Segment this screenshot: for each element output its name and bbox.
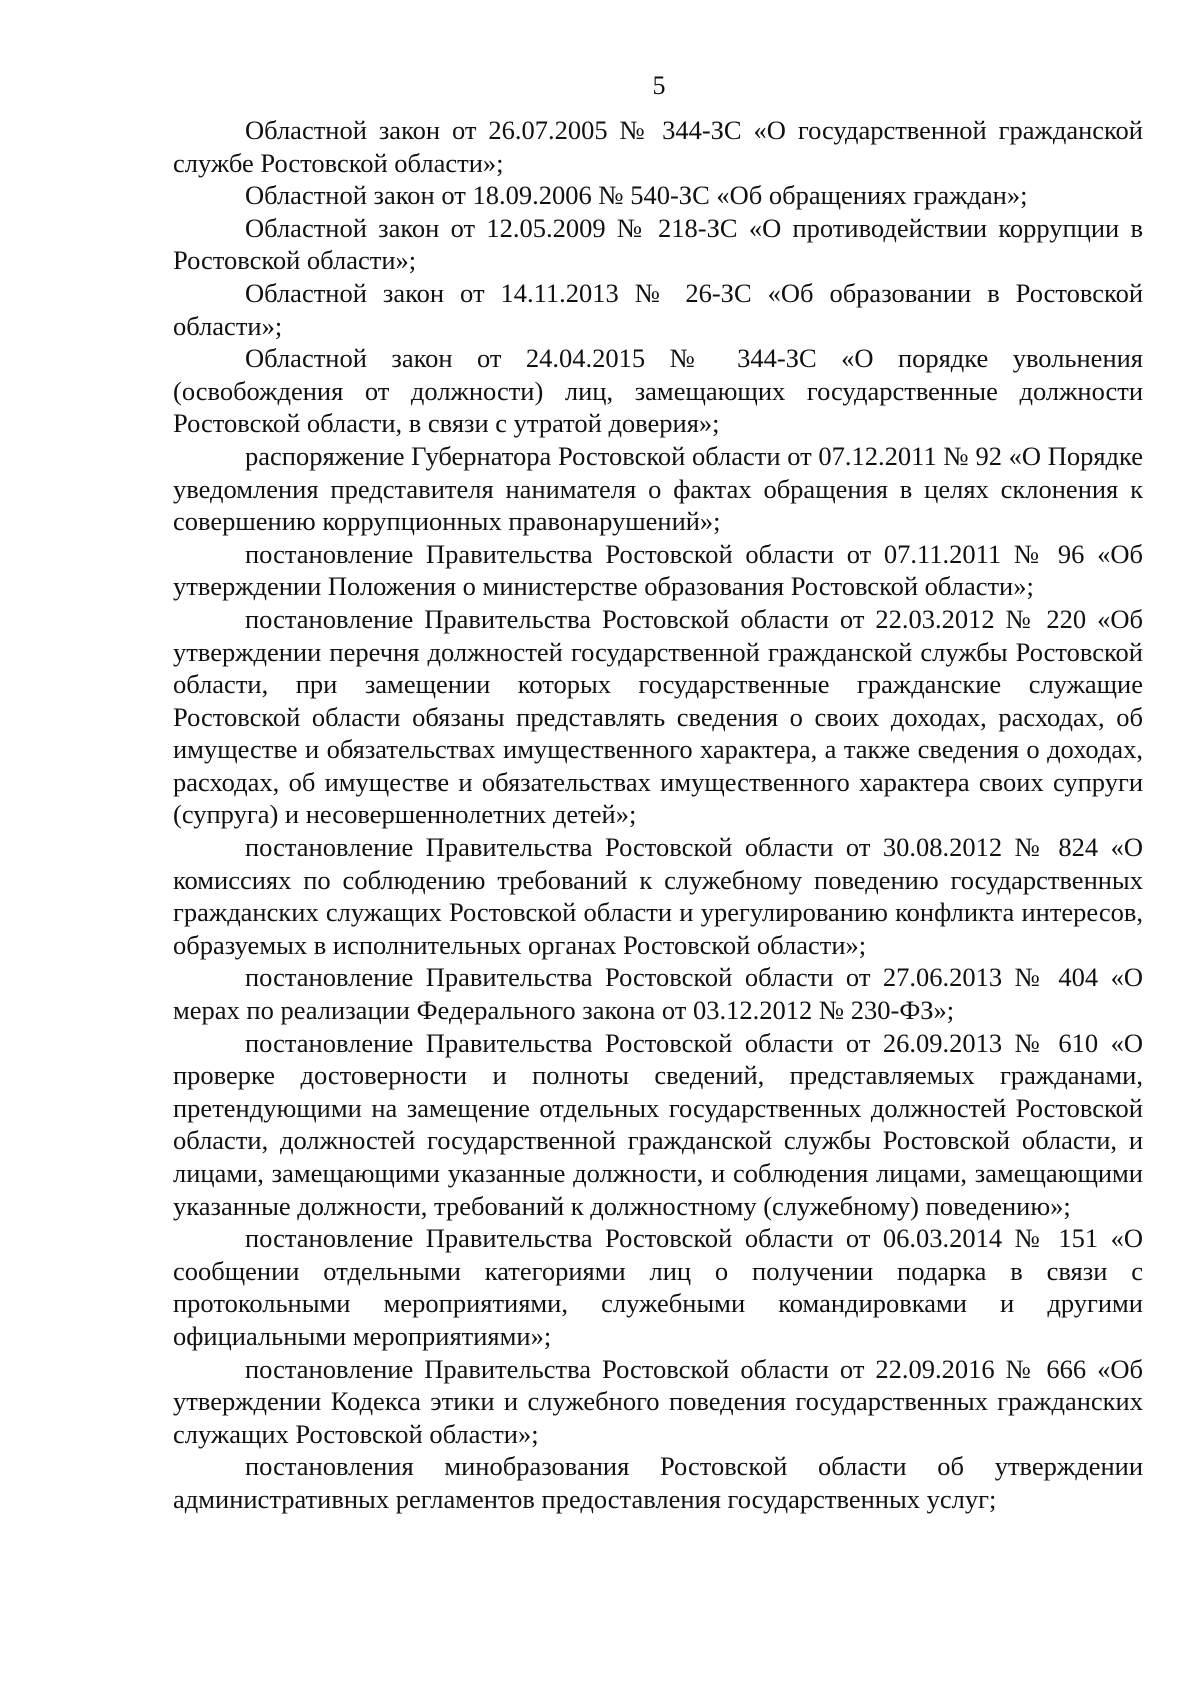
paragraph-resolution-666: постановление Правительства Ростовской области от 22.09.2016 № 666 «Об утверждении Кодекса этики и служебного поведения государственных гражданских служащих Ростовской области»; (173, 1353, 1143, 1449)
paragraph-resolution-610: постановление Правительства Ростовской области от 26.09.2013 № 610 «О проверке достоверности и полноты сведений, представляемых гражданами, претендующими на замещение отдельных государственных должностей Ростовской области, должностей государственной гражданской службы Ростовской области, и лицами, замещающими указанные должности, и соблюдения лицами, замещающими указанные должности, требований к должностному (служебному) поведению»; (173, 1027, 1143, 1221)
page-number: 5 (652, 71, 666, 100)
paragraph-resolution-824: постановление Правительства Ростовской области от 30.08.2012 № 824 «О комиссиях по соблюдению требований к служебному поведению государственных гражданских служащих Ростовской области и урегулированию конфликта интересов, образуемых в исполнительных органах Ростовской области»; (173, 832, 1143, 960)
paragraph-governor-order-92: распоряжение Губернатора Ростовской области от 07.12.2011 № 92 «О Порядке уведомления представителя нанимателя о фактах обращения в целях склонения к совершению коррупционных правонарушений»; (173, 440, 1143, 537)
paragraph-resolution-151: постановление Правительства Ростовской области от 06.03.2014 № 151 «О сообщении отдельными категориями лиц о получении подарка в связи с протокольными мероприятиями, служебными командировками и другими официальными мероприятиями»; (173, 1223, 1143, 1351)
paragraph-resolution-96: постановление Правительства Ростовской области от 07.11.2011 № 96 «Об утверждении Положения о министерстве образования Ростовской области»; (173, 538, 1143, 602)
paragraph-law-26-zs: Областной закон от 14.11.2013 № 26-ЗС «Об образовании в Ростовской области»; (173, 277, 1143, 341)
paragraph-resolution-220: постановление Правительства Ростовской области от 22.03.2012 № 220 «Об утверждении перечня должностей государственной гражданской службы Ростовской области, при замещении которых государственные гражданские служащие Ростовской области обязаны представлять сведения о своих доходах, расходах, об имуществе и обязательствах имущественного характера, а также сведения о доходах, расходах, об имуществе и обязательствах имущественного характера своих супруги (супруга) и несовершеннолетних детей»; (173, 603, 1143, 830)
paragraph-law-344-zs-2005: Областной закон от 26.07.2005 № 344-ЗС «О государственной гражданской службе Ростовской области»; (173, 115, 1143, 178)
paragraph-resolution-404: постановление Правительства Ростовской области от 27.06.2013 № 404 «О мерах по реализации Федерального закона от 03.12.2012 № 230-ФЗ»; (173, 962, 1143, 1026)
paragraph-ministry-regulations: постановления минобразования Ростовской области об утверждении административных регламентов предоставления государственных услуг; (173, 1451, 1143, 1514)
document-body (173, 114, 1143, 1516)
paragraph-law-540-zs: Областной закон от 18.09.2006 № 540-ЗС «Об обращениях граждан»; (245, 180, 1028, 211)
paragraph-law-218-zs: Областной закон от 12.05.2009 № 218-ЗС «О противодействии коррупции в Ростовской области»; (173, 212, 1143, 276)
paragraph-law-344-zs-2015: Областной закон от 24.04.2015 № 344-ЗС «О порядке увольнения (освобождения от должности) лиц, замещающих государственные должности Ростовской области, в связи с утратой доверия»; (173, 343, 1143, 439)
